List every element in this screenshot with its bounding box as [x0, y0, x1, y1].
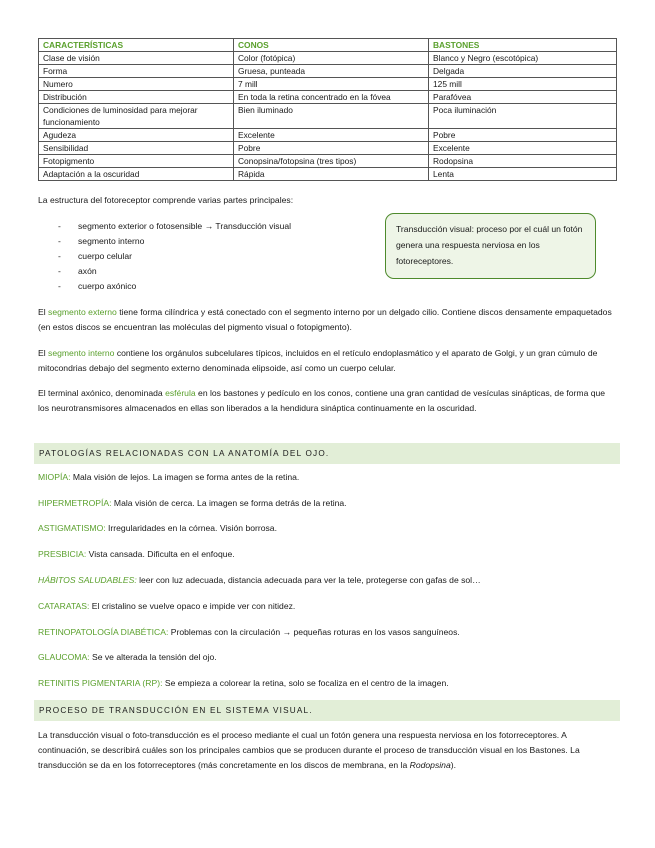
- text-span: El terminal axónico, denominada: [38, 388, 166, 398]
- table-row: [39, 142, 617, 155]
- table-cell: Numero: [39, 78, 234, 91]
- table-row: [39, 78, 617, 91]
- table-row: [39, 52, 617, 65]
- pathology-item: [38, 522, 618, 534]
- pathology-text: Problemas con la circulación → pequeñas roturas en los vasos sanguíneos.: [168, 627, 460, 637]
- transduction-callout: Transducción visual: proceso por el cuál un fotón genera una respuesta nerviosa en los fotoreceptores.: [385, 213, 596, 279]
- pathology-item: [38, 626, 618, 638]
- pathology-item: [38, 651, 618, 663]
- table-row: [39, 91, 617, 104]
- highlight-term: segmento interno: [48, 348, 115, 358]
- list-item: - axón: [58, 264, 291, 279]
- table-cell: Parafóvea: [429, 91, 617, 104]
- header-cell: CARACTERÍSTICAS: [39, 39, 234, 52]
- pathology-text: leer con luz adecuada, distancia adecuada para ver la tele, protegerse con gafas de sol…: [136, 575, 481, 585]
- pathology-term: PRESBICIA:: [38, 549, 87, 559]
- text-span: El: [38, 307, 49, 317]
- pathology-item: [38, 548, 618, 560]
- text-span: en los bastones y pedículo en los conos, contiene una gran cantidad de vesículas sinápticas, de forma que los neurotransmisores almacenados en ellas son liberados a la hendidura sináptica continuamente en la oscuridad.: [38, 388, 606, 413]
- header-cell: BASTONES: [429, 39, 617, 52]
- pathology-term: HIPERMETROPÍA:: [38, 498, 112, 508]
- table-cell: Rápida: [234, 168, 429, 181]
- table-cell: Distribución: [39, 91, 234, 104]
- pathology-term: CATARATAS:: [38, 601, 90, 611]
- intro-text: La estructura del fotoreceptor comprende varias partes principales:: [38, 195, 294, 205]
- pathology-term: GLAUCOMA:: [38, 652, 90, 662]
- list-item: - cuerpo celular: [58, 249, 291, 264]
- table-cell: Forma: [39, 65, 234, 78]
- comparison-table: [38, 38, 617, 181]
- table-cell: Bien iluminado: [234, 104, 429, 129]
- parts-list: [58, 219, 291, 294]
- table-row: [39, 65, 617, 78]
- pathology-term: RETINITIS PIGMENTARIA (RP):: [38, 678, 163, 688]
- list-item: - segmento exterior o fotosensible → Transducción visual: [58, 219, 291, 234]
- text-span: contiene los orgánulos subcelulares típicos, incluidos en el retículo endoplasmático y el aparato de Golgi, y un gran cúmulo de mitocondrias debajo del segmento externo denominada elipsoide, así como un cuerpo celular.: [38, 348, 598, 373]
- table-cell: Rodopsina: [429, 155, 617, 168]
- table-cell: Excelente: [429, 142, 617, 155]
- table-cell: Pobre: [234, 142, 429, 155]
- table-cell: Poca iluminación: [429, 104, 617, 129]
- list-item: - segmento interno: [58, 234, 291, 249]
- table-cell: Color (fotópica): [234, 52, 429, 65]
- table-cell: 125 mill: [429, 78, 617, 91]
- pathology-text: Se ve alterada la tensión del ojo.: [89, 652, 217, 662]
- table-cell: Pobre: [429, 129, 617, 142]
- text-span: La transducción visual o foto-transducción es el proceso mediante el cual un fotón genera una respuesta nerviosa en los fotorreceptores. A continuación, se describirá cuáles son los principales cambios que se producen durante el proceso de transducción visual en los Bastones. La transducción se da en los fotorreceptores (más concretamente en los discos de membrana, en la: [38, 730, 580, 770]
- table-cell: Sensibilidad: [39, 142, 234, 155]
- highlight-term: segmento externo: [48, 307, 117, 317]
- pathology-text: Mala visión de cerca. La imagen se forma detrás de la retina.: [111, 498, 347, 508]
- pathology-item: [38, 677, 618, 689]
- table-cell: Fotopigmento: [39, 155, 234, 168]
- header-cell: CONOS: [234, 39, 429, 52]
- paragraph-segmento-externo: [38, 305, 618, 335]
- table-cell: Lenta: [429, 168, 617, 181]
- text-span: El: [38, 348, 49, 358]
- table-cell: Excelente: [234, 129, 429, 142]
- table-row: [39, 155, 617, 168]
- text-span: ).: [450, 760, 456, 770]
- pathology-term: HÁBITOS SALUDABLES:: [38, 575, 137, 585]
- table-row: [39, 168, 617, 181]
- table-cell: Blanco y Negro (escotópica): [429, 52, 617, 65]
- pathology-term: RETINOPATOLOGÍA DIABÉTICA:: [38, 627, 169, 637]
- pathology-item: [38, 600, 618, 612]
- table-row: [39, 104, 617, 129]
- pathology-item: [38, 471, 618, 483]
- table-header-row: [39, 39, 617, 52]
- section-heading-patologias: PATOLOGÍAS RELACIONADAS CON LA ANATOMÍA DEL OJO.: [34, 443, 620, 464]
- table-cell: Clase de visión: [39, 52, 234, 65]
- pathology-term: ASTIGMATISMO:: [38, 523, 106, 533]
- pathology-text: Vista cansada. Dificulta en el enfoque.: [86, 549, 235, 559]
- table-cell: En toda la retina concentrado en la fóvea: [234, 91, 429, 104]
- paragraph-terminal-axonico: [38, 386, 618, 416]
- table-row: [39, 129, 617, 142]
- pathology-item: [38, 497, 618, 509]
- table-cell: Delgada: [429, 65, 617, 78]
- list-item: - cuerpo axónico: [58, 279, 291, 294]
- pathology-text: El cristalino se vuelve opaco e impide ver con nitidez.: [89, 601, 296, 611]
- paragraph-segmento-interno: [38, 346, 618, 376]
- table-cell: Adaptación a la oscuridad: [39, 168, 234, 181]
- pathology-item: [38, 574, 618, 586]
- highlight-term: esférula: [165, 388, 196, 398]
- table-cell: 7 mill: [234, 78, 429, 91]
- pathology-text: Irregularidades en la córnea. Visión borrosa.: [105, 523, 277, 533]
- section-heading-transduccion: PROCESO DE TRANSDUCCIÓN EN EL SISTEMA VISUAL.: [34, 700, 620, 721]
- table-cell: Conopsina/fotopsina (tres tipos): [234, 155, 429, 168]
- table-cell: Gruesa, punteada: [234, 65, 429, 78]
- pathology-text: Mala visión de lejos. La imagen se forma antes de la retina.: [70, 472, 300, 482]
- table-cell: Agudeza: [39, 129, 234, 142]
- pathology-text: Se empieza a colorear la retina, solo se focaliza en el centro de la imagen.: [162, 678, 449, 688]
- pathology-term: MIOPÍA:: [38, 472, 71, 482]
- text-span: tiene forma cilíndrica y está conectado con el segmento interno por un delgado cilio. Contiene discos densamente empaquetados (en estos discos se encuentran las moléculas del pigmento visual o fotopigmento).: [38, 307, 612, 332]
- italic-term: Rodopsina: [409, 760, 451, 770]
- table-cell: Condiciones de luminosidad para mejorar funcionamiento: [39, 104, 234, 129]
- paragraph-transduccion: [38, 728, 618, 773]
